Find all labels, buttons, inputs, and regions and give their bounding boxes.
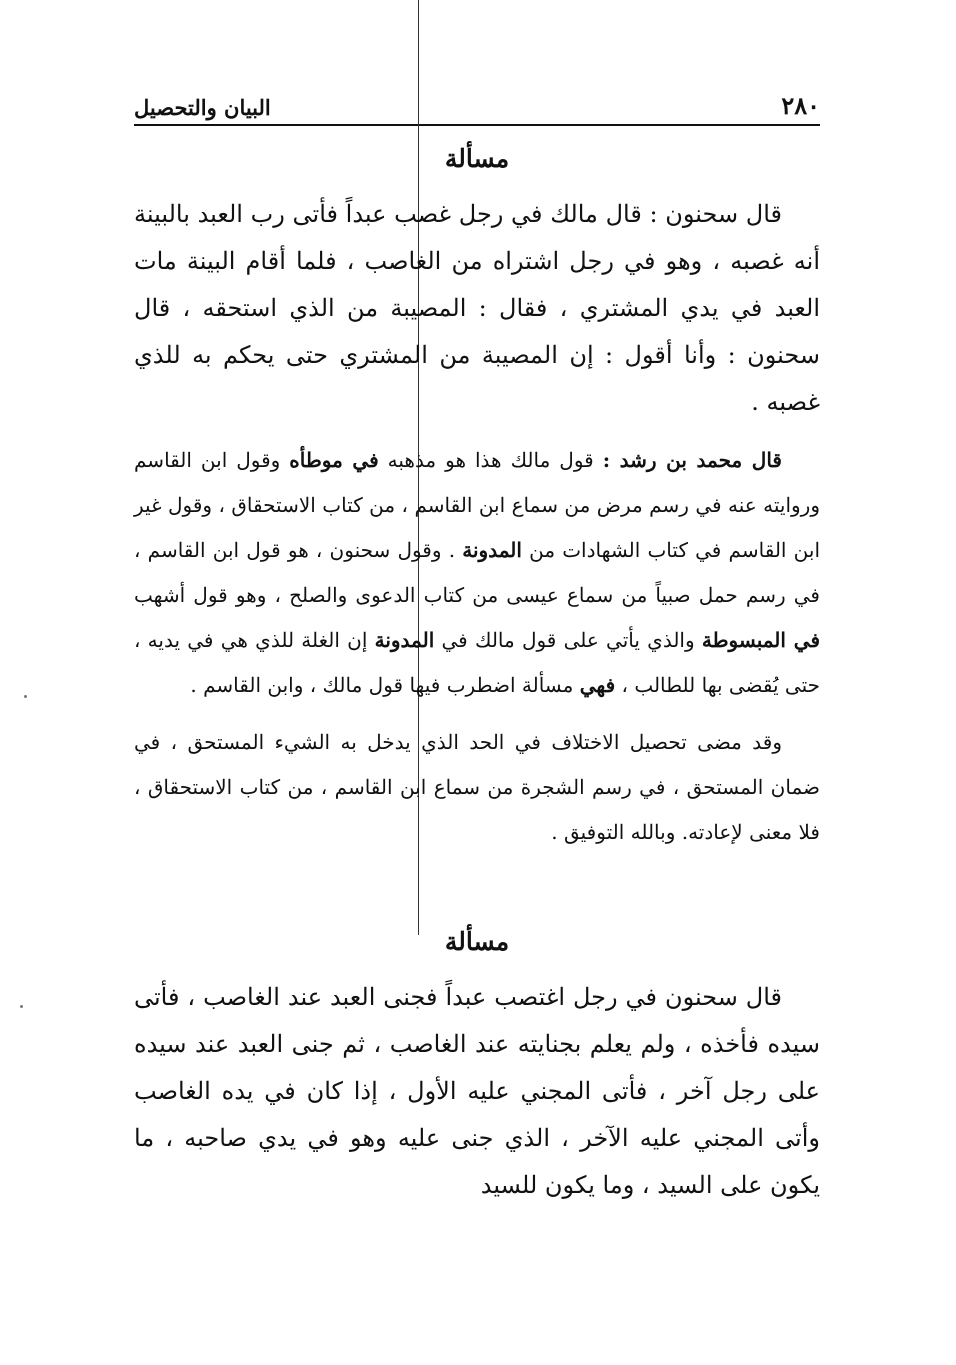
page-number: ٢٨٠	[781, 91, 820, 120]
section-heading-1: مسألة	[444, 144, 510, 173]
section2-paragraph-1: قال سحنون في رجل اغتصب عبداً فجنى العبد عند الغاصب ، فأتى سيده فأخذه ، ولم يعلم بجنايته عند الغاصب ، ثم جنى العبد عند سيده على رجل آخر ، فأتى المجني عليه الأول ، إذا كان في يده الغاصب وأتى المجني عليه الآخر ، الذي جنى عليه وهو في يدي صاحبه ، ما يكون على السيد ، وما يكون للسيد	[134, 983, 820, 1199]
section1-paragraph-3: وقد مضى تحصيل الاختلاف في الحد الذي يدخل به الشيء المستحق ، في ضمان المستحق ، في رسم الشجرة من سماع ابن القاسم ، من كتاب الاستحقاق ، فلا معنى لإعادته. وبالله التوفيق .	[134, 730, 820, 844]
commentary-paragraph: قال محمد بن رشد : قول مالك هذا هو مذهبه في موطأه وقول ابن القاسم وروايته عنه في رسم مرض من سماع ابن القاسم ، من كتاب الاستحقاق ، وقول غير ابن القاسم في كتاب الشهادات من المدونة . وقول سحنون ، هو قول ابن القاسم ، في رسم حمل صبياً من سماع عيسى من كتاب الدعوى والصلح ، وهو قول أشهب في المبسوطة والذي يأتي على قول مالك في المدونة إن الغلة للذي هي في يديه ، حتى يُقضى بها للطالب ، فهي مسألة اضطرب فيها قول مالك ، وابن القاسم .	[134, 448, 821, 697]
scan-speck	[24, 695, 27, 698]
section1-paragraph-1: قال سحنون : قال مالك في رجل غصب عبداً فأتى رب العبد بالبينة أنه غصبه ، وهو في رجل اشتراه من الغاصب ، فلما أقام البينة مات العبد في يدي المشتري ، فقال : المصيبة من الذي استحقه ، قال سحنون : وأنا أقول : إن المصيبة من المشتري حتى يحكم به للذي غصبه .	[134, 200, 820, 416]
scan-speck	[20, 1005, 23, 1008]
page-body	[134, 130, 820, 1209]
commentary-lead: قال محمد بن رشد :	[602, 448, 782, 472]
section-heading-2: مسألة	[444, 927, 510, 956]
running-title: البيان والتحصيل	[134, 95, 271, 120]
page-header	[134, 84, 820, 126]
